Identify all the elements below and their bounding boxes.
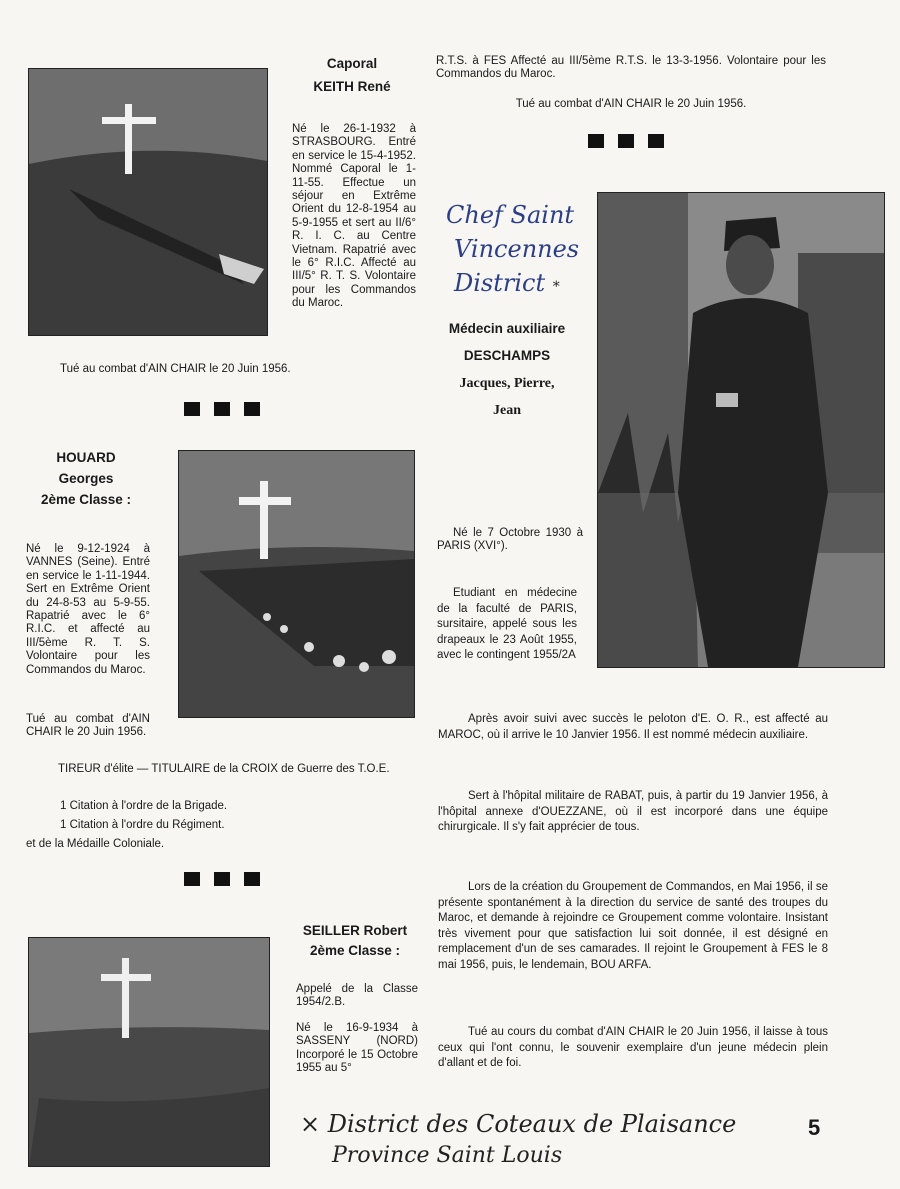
deschamps-paragraph-1: Après avoir suivi avec succès le peloton d'E. O. R., est affecté au MAROC, où il arrive le 10 Janvier 1956. Il est nommé médecin auxiliaire. — [438, 713, 828, 741]
houard-death: Tué au combat d'AIN CHAIR le 20 Juin 1956. — [26, 713, 150, 739]
deschamps-studies: Etudiant en médecine de la faculté de PARIS, sursitaire, appelé sous les drapeaux le 23 Août 1955, avec le contingent 1955/2A — [437, 587, 577, 661]
handwritten-blue-line-2: Vincennes — [454, 235, 580, 263]
deschamps-firstnames: Jacques, Pierre, — [459, 376, 555, 391]
houard-tireur: TIREUR d'élite — TITULAIRE de la CROIX de Guerre des T.O.E. — [58, 763, 390, 775]
keith-name: KEITH René — [313, 79, 391, 94]
deschamps-firstnames-2: Jean — [493, 403, 521, 418]
keith-bio: Né le 26-1-1932 à STRASBOURG. Entré en service le 15-4-1952. Nommé Caporal le 1-11-55. Effectue un séjour en Extrême Orient du 12-8-1954 au 5-9-1955 et sert au II/6° R. I. C. au Centre Vietnam. Rapatrié avec le 6° R.I.C. Affecté au III/5° R. T. S. Volontaire pour les Commandos du Maroc. — [292, 123, 416, 310]
handwritten-note-blue — [446, 198, 596, 304]
houard-surname: HOUARD — [56, 450, 116, 465]
deschamps-rank: Médecin auxiliaire — [448, 321, 566, 336]
grave-photo-seiller — [28, 937, 270, 1167]
seiller-continuation: R.T.S. à FES Affecté au III/5ème R.T.S. le 13-3-1956. Volontaire pour les Commandos du Maroc. — [436, 55, 826, 81]
houard-firstname: Georges — [58, 471, 114, 486]
deschamps-paragraph-4: Tué au cours du combat d'AIN CHAIR le 20 Juin 1956, il laisse à tous ceux qui l'ont connu, le souvenir exemplaire d'un jeune médecin plein d'allant et de foi. — [438, 1026, 828, 1069]
seiller-name: SEILLER Robert — [302, 923, 408, 938]
handwritten-star: * — [552, 279, 560, 295]
keith-death: Tué au combat d'AIN CHAIR le 20 Juin 1956. — [60, 363, 291, 375]
seiller-appel: Appelé de la Classe 1954/2.B. — [296, 983, 418, 1009]
deschamps-born: Né le 7 Octobre 1930 à PARIS (XVI°). — [437, 527, 583, 553]
grave-photo-keith — [28, 68, 268, 336]
houard-bio: Né le 9-12-1924 à VANNES (Seine). Entré en service le 1-11-1944. Sert en Extrême Orient du 24-8-53 au 5-9-55. Rapatrié avec le 6° R.I.C. et affecté au III/5ème R. T. S. Volontaire pour les Commandos du Maroc. — [26, 543, 150, 676]
handwritten-blue-line-1: Chef Saint — [446, 201, 575, 229]
deschamps-name: DESCHAMPS — [463, 348, 551, 363]
houard-citation-1: 1 Citation à l'ordre de la Brigade. — [60, 800, 228, 812]
seiller-bio: Né le 16-9-1934 à SASSENY (NORD) Incorporé le 15 Octobre 1955 au 5° — [296, 1022, 418, 1075]
seiller-death: Tué au combat d'AIN CHAIR le 20 Juin 1956. — [515, 98, 747, 110]
separator-squares — [184, 872, 260, 886]
houard-name — [36, 447, 136, 510]
keith-rank: Caporal — [326, 56, 378, 71]
separator-squares — [588, 134, 664, 148]
deschamps-paragraph-3: Lors de la création du Groupement de Commandos, en Mai 1956, il se présente spontanément à la direction du service de santé des troupes du Maroc, et demande à rejoindre ce Groupement comme volontaire. Insistant très vivement pour que satisfaction lui soit donnée, il est désigné en remplacement d'un de ses camarades. Il rejoint le Groupement à FES le 8 mai 1956, puis, le lendemain, BOU ARFA. — [438, 881, 828, 971]
page-number: 5 — [808, 1115, 821, 1140]
separator-squares — [184, 402, 260, 416]
handwritten-blue-district: District — [454, 269, 546, 297]
houard-rank: 2ème Classe : — [40, 492, 132, 507]
handwritten-note-bottom-2: Province Saint Louis — [332, 1143, 563, 1168]
deschamps-paragraph-2: Sert à l'hôpital militaire de RABAT, puis, à partir du 19 Janvier 1956, à l'hôpital annexe d'OUEZZANE, où il est incorporé dans une équipe chirurgicale. Il s'y fait apprécier de tous. — [438, 790, 828, 833]
grave-photo-houard — [178, 450, 415, 718]
handwritten-blue-line-3 — [446, 266, 596, 304]
seiller-rank: 2ème Classe : — [309, 943, 401, 958]
portrait-photo-deschamps — [597, 192, 885, 668]
houard-medal: et de la Médaille Coloniale. — [26, 838, 165, 850]
handwritten-note-bottom-1: × District des Coteaux de Plaisance — [300, 1110, 737, 1138]
houard-citation-2: 1 Citation à l'ordre du Régiment. — [60, 819, 225, 831]
